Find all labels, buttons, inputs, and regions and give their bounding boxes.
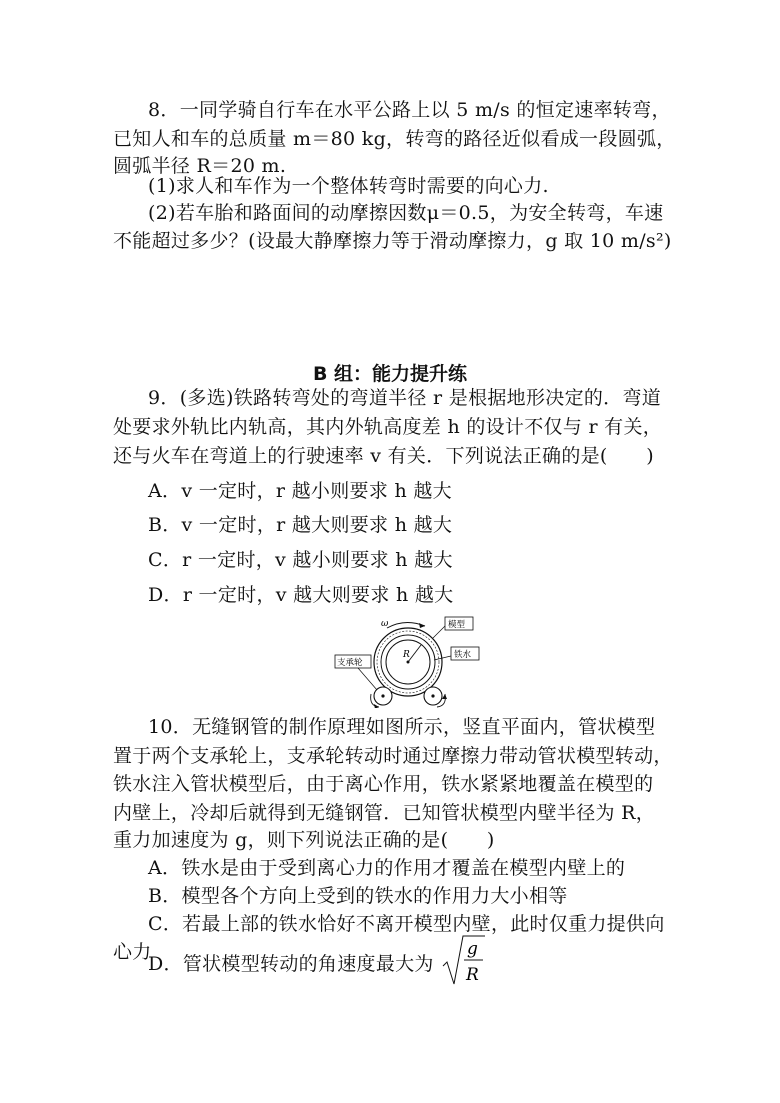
q9-line-2: 处要求外轨比内轨高，其内外轨高度差 h 的设计不仅与 r 有关， bbox=[113, 416, 663, 438]
q10-line-1: 10．无缝钢管的制作原理如图所示，竖直平面内，管状模型 bbox=[148, 716, 656, 738]
sqrt-denominator: R bbox=[466, 965, 479, 985]
pipe-mold-diagram bbox=[333, 614, 483, 708]
label-wheel: 支承轮 bbox=[337, 658, 363, 668]
q10-line-3: 铁水注入管状模型后，由于离心作用，铁水紧紧地覆盖在模型的 bbox=[113, 773, 654, 795]
wheel-axle-left bbox=[381, 694, 384, 697]
omega-label: ω bbox=[381, 619, 389, 629]
leader-wheel bbox=[358, 668, 377, 690]
q9-line-3: 还与火车在弯道上的行驶速率 v 有关．下列说法正确的是( ) bbox=[113, 445, 654, 467]
section-b-title: B 组：能力提升练 bbox=[312, 363, 468, 385]
q9-option-d: D．r 一定时，v 越大则要求 h 越大 bbox=[148, 584, 454, 606]
q10-option-b: B．模型各个方向上受到的铁水的作用力大小相等 bbox=[148, 885, 568, 907]
q8-line-2: 已知人和车的总质量 m＝80 kg，转弯的路径近似看成一段圆弧， bbox=[113, 128, 676, 150]
q9-option-c: C．r 一定时，v 越小则要求 h 越大 bbox=[148, 549, 453, 571]
q10-line-4: 内壁上，冷却后就得到无缝钢管．已知管状模型内壁半径为 R， bbox=[113, 802, 656, 824]
q9-option-b: B．v 一定时，r 越大则要求 h 越大 bbox=[148, 514, 453, 536]
q10-line-2: 置于两个支承轮上，支承轮转动时通过摩擦力带动管状模型转动， bbox=[113, 745, 673, 767]
q9-option-a: A．v 一定时，r 越小则要求 h 越大 bbox=[148, 480, 452, 502]
q8-line-1: 8．一同学骑自行车在水平公路上以 5 m/s 的恒定速率转弯， bbox=[148, 99, 671, 121]
sqrt-numerator: g bbox=[467, 939, 478, 959]
q8-line-6: 不能超过多少？(设最大静摩擦力等于滑动摩擦力，g 取 10 m/s²) bbox=[113, 230, 672, 252]
q8-part-2: (2)若车胎和路面间的动摩擦因数μ＝0.5，为安全转弯，车速 bbox=[148, 202, 664, 224]
leader-model bbox=[433, 626, 445, 638]
q10-option-c: C．若最上部的铁水恰好不离开模型内壁，此时仅重力提供向 bbox=[148, 913, 665, 935]
wheel-arrowhead-left-icon bbox=[374, 704, 379, 708]
wheel-axle-right bbox=[431, 694, 434, 697]
q10-option-d: D．管状模型转动的角速度最大为 bbox=[148, 953, 434, 975]
q9-line-1: 9．(多选)铁路转弯处的弯道半径 r 是根据地形决定的．弯道 bbox=[148, 387, 662, 409]
q8-line-3: 圆弧半径 R＝20 m. bbox=[113, 155, 287, 177]
q10-option-a: A．铁水是由于受到离心力的作用才覆盖在模型内壁上的 bbox=[148, 857, 626, 879]
q10-line-5: 重力加速度为 g，则下列说法正确的是( ) bbox=[113, 829, 495, 851]
radius-label: R bbox=[403, 650, 410, 660]
q8-part-1: (1)求人和车作为一个整体转弯时需要的向心力. bbox=[148, 175, 549, 197]
q10-option-c-cont: 心力 bbox=[113, 941, 152, 963]
sqrt-g-over-r bbox=[441, 932, 486, 988]
label-model: 模型 bbox=[448, 620, 466, 630]
wheel-arrowhead-right-icon bbox=[442, 694, 447, 699]
label-iron: 铁水 bbox=[454, 650, 472, 660]
